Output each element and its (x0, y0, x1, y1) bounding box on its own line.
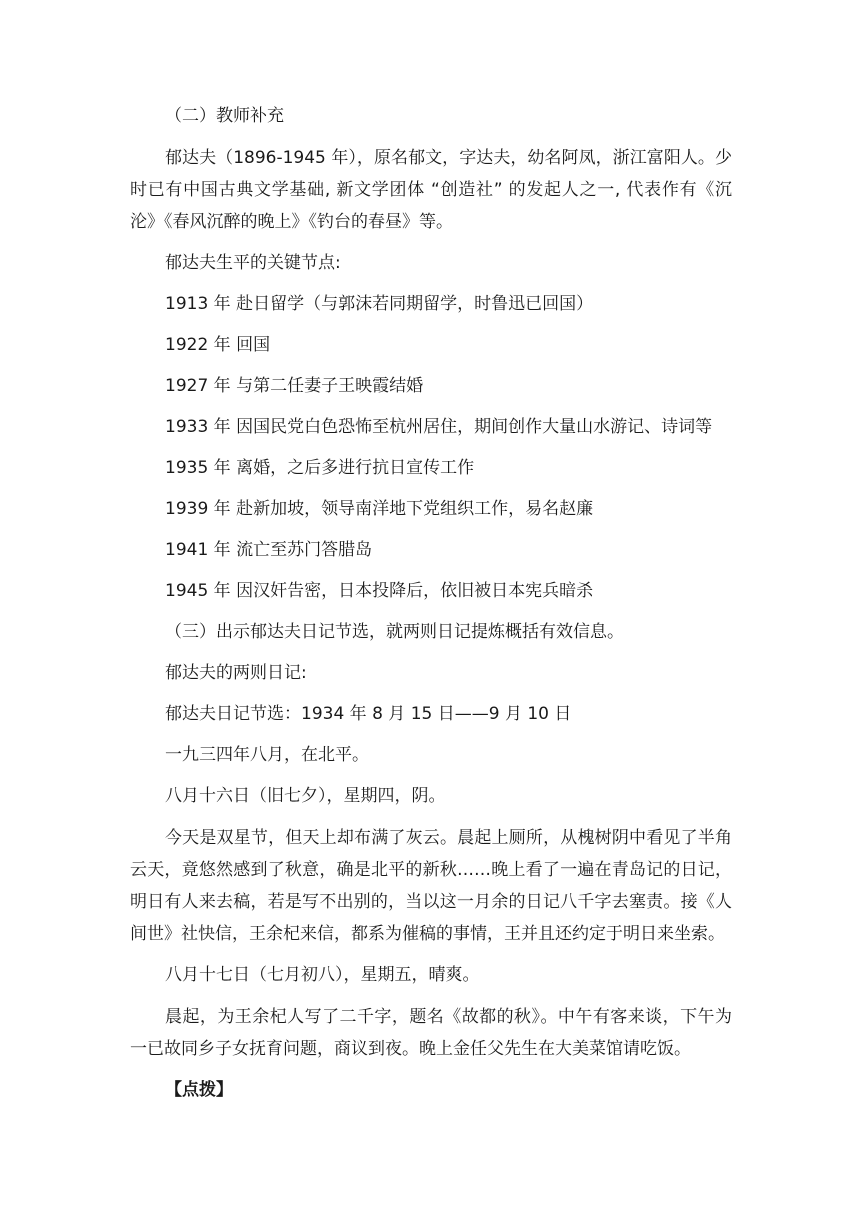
timeline-item-1927: 1927 年 与第二任妻子王映霞结婚 (165, 376, 424, 396)
timeline-item-1913: 1913 年 赴日留学（与郭沫若同期留学，时鲁迅已回国） (165, 294, 594, 314)
timeline-heading: 郁达夫生平的关键节点: (165, 253, 341, 273)
section-heading-teacher-supplement: （二）教师补充 (165, 106, 284, 126)
timeline-item-1935: 1935 年 离婚，之后多进行抗日宣传工作 (165, 458, 475, 478)
timeline-item-1939: 1939 年 赴新加坡，领导南洋地下党组织工作，易名赵廉 (165, 499, 594, 519)
diary-entry-date-2: 八月十七日（七月初八），星期五，晴爽。 (165, 965, 480, 985)
timeline-item-1922: 1922 年 回国 (165, 335, 271, 355)
diary-entry-body-2: 晨起，为王余杞人写了二千字，题名《故都的秋》。中午有客来谈，下午为一已故同乡子女抚育问题，商议到夜。晚上金任父先生在大美菜馆请吃饭。 (130, 1007, 732, 1059)
author-intro-paragraph: 郁达夫（1896-1945 年），原名郁文，字达夫，幼名阿凤，浙江富阳人。少时已有中国古典文学基础, 新文学团体 “创造社” 的发起人之一, 代表作有《沉沦》《春风沉醉的晚上》《钓台的春昼》等。 (130, 148, 732, 232)
diary-heading: 郁达夫的两则日记: (165, 663, 307, 683)
timeline-item-1945: 1945 年 因汉奸告密，日本投降后，依旧被日本宪兵暗杀 (165, 581, 594, 601)
pointer-heading: 【点拨】 (165, 1080, 233, 1100)
timeline-item-1933: 1933 年 因国民党白色恐怖至杭州居住，期间创作大量山水游记、诗词等 (165, 417, 713, 437)
diary-entry-body-1: 今天是双星节，但天上却布满了灰云。晨起上厕所，从槐树阴中看见了半角云天，竟悠然感到了秋意，确是北平的新秋……晚上看了一遍在青岛记的日记，明日有人来去稿，若是写不出别的，当以这一月余的日记八千字去塞责。接《人间世》社快信，王余杞来信，都系为催稿的事情，王并且还约定于明日来坐索。 (130, 828, 732, 944)
diary-place: 一九三四年八月，在北平。 (165, 745, 369, 765)
diary-date-range: 郁达夫日记节选：1934 年 8 月 15 日——9 月 10 日 (165, 704, 572, 724)
section-heading-diary-excerpt: （三）出示郁达夫日记节选，就两则日记提炼概括有效信息。 (165, 622, 624, 642)
timeline-item-1941: 1941 年 流亡至苏门答腊岛 (165, 540, 373, 560)
document-body (130, 104, 732, 1119)
diary-entry-date-1: 八月十六日（旧七夕），星期四，阴。 (165, 786, 446, 806)
